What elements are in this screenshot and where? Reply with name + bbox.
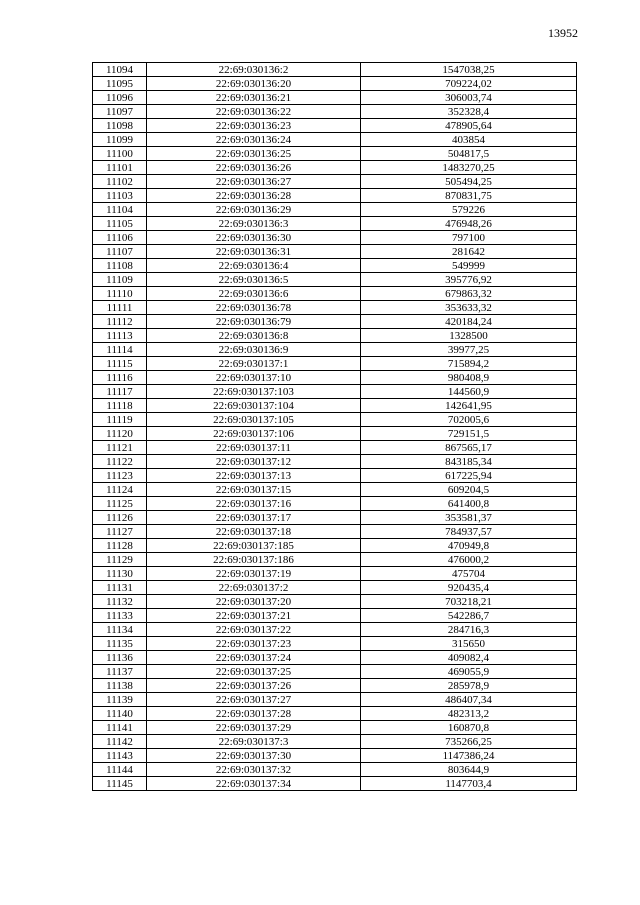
cadastral-number-cell: 22:69:030137:11 xyxy=(147,441,361,455)
row-number-cell: 11106 xyxy=(93,231,147,245)
cadastral-number-cell: 22:69:030136:8 xyxy=(147,329,361,343)
table-row xyxy=(93,567,577,581)
table-row xyxy=(93,735,577,749)
table-row xyxy=(93,595,577,609)
table-row xyxy=(93,259,577,273)
row-number-cell: 11121 xyxy=(93,441,147,455)
cadastral-number-cell: 22:69:030136:27 xyxy=(147,175,361,189)
cadastral-number-cell: 22:69:030137:23 xyxy=(147,637,361,651)
cadastral-number-cell: 22:69:030137:10 xyxy=(147,371,361,385)
table-row xyxy=(93,553,577,567)
table-row xyxy=(93,315,577,329)
cadastral-number-cell: 22:69:030136:20 xyxy=(147,77,361,91)
cadastral-number-cell: 22:69:030137:2 xyxy=(147,581,361,595)
cadastral-value-cell: 867565,17 xyxy=(361,441,577,455)
row-number-cell: 11128 xyxy=(93,539,147,553)
cadastral-value-cell: 281642 xyxy=(361,245,577,259)
table-row xyxy=(93,189,577,203)
table-row xyxy=(93,469,577,483)
cadastral-value-cell: 1547038,25 xyxy=(361,63,577,77)
cadastral-number-cell: 22:69:030137:104 xyxy=(147,399,361,413)
cadastral-number-cell: 22:69:030137:22 xyxy=(147,623,361,637)
row-number-cell: 11120 xyxy=(93,427,147,441)
row-number-cell: 11129 xyxy=(93,553,147,567)
cadastral-number-cell: 22:69:030136:31 xyxy=(147,245,361,259)
table-row xyxy=(93,399,577,413)
table-row xyxy=(93,245,577,259)
row-number-cell: 11137 xyxy=(93,665,147,679)
row-number-cell: 11127 xyxy=(93,525,147,539)
table-row xyxy=(93,203,577,217)
row-number-cell: 11102 xyxy=(93,175,147,189)
cadastral-number-cell: 22:69:030137:32 xyxy=(147,763,361,777)
cadastral-number-cell: 22:69:030136:5 xyxy=(147,273,361,287)
table-row xyxy=(93,763,577,777)
cadastral-number-cell: 22:69:030137:3 xyxy=(147,735,361,749)
cadastral-number-cell: 22:69:030136:29 xyxy=(147,203,361,217)
cadastral-number-cell: 22:69:030137:186 xyxy=(147,553,361,567)
cadastral-number-cell: 22:69:030137:13 xyxy=(147,469,361,483)
row-number-cell: 11109 xyxy=(93,273,147,287)
cadastral-value-cell: 475704 xyxy=(361,567,577,581)
table-row xyxy=(93,287,577,301)
cadastral-number-cell: 22:69:030137:17 xyxy=(147,511,361,525)
row-number-cell: 11108 xyxy=(93,259,147,273)
row-number-cell: 11118 xyxy=(93,399,147,413)
cadastral-number-cell: 22:69:030137:21 xyxy=(147,609,361,623)
cadastral-number-cell: 22:69:030136:28 xyxy=(147,189,361,203)
row-number-cell: 11100 xyxy=(93,147,147,161)
row-number-cell: 11110 xyxy=(93,287,147,301)
cadastral-value-cell: 870831,75 xyxy=(361,189,577,203)
cadastral-number-cell: 22:69:030136:79 xyxy=(147,315,361,329)
table-row xyxy=(93,651,577,665)
cadastral-value-cell: 735266,25 xyxy=(361,735,577,749)
cadastral-number-cell: 22:69:030137:27 xyxy=(147,693,361,707)
table-row xyxy=(93,357,577,371)
table-row xyxy=(93,455,577,469)
table-row xyxy=(93,119,577,133)
row-number-cell: 11126 xyxy=(93,511,147,525)
row-number-cell: 11142 xyxy=(93,735,147,749)
cadastral-value-cell: 352328,4 xyxy=(361,105,577,119)
row-number-cell: 11112 xyxy=(93,315,147,329)
table-row xyxy=(93,427,577,441)
cadastral-number-cell: 22:69:030137:25 xyxy=(147,665,361,679)
cadastral-value-cell: 306003,74 xyxy=(361,91,577,105)
cadastral-number-cell: 22:69:030137:24 xyxy=(147,651,361,665)
cadastral-number-cell: 22:69:030137:103 xyxy=(147,385,361,399)
cadastral-value-cell: 920435,4 xyxy=(361,581,577,595)
table-row xyxy=(93,497,577,511)
table-row xyxy=(93,175,577,189)
cadastral-number-cell: 22:69:030137:1 xyxy=(147,357,361,371)
row-number-cell: 11119 xyxy=(93,413,147,427)
cadastral-value-cell: 315650 xyxy=(361,637,577,651)
table-row xyxy=(93,525,577,539)
cadastral-value-cell: 353633,32 xyxy=(361,301,577,315)
row-number-cell: 11139 xyxy=(93,693,147,707)
row-number-cell: 11141 xyxy=(93,721,147,735)
cadastral-value-table xyxy=(92,62,577,791)
row-number-cell: 11097 xyxy=(93,105,147,119)
cadastral-value-cell: 843185,34 xyxy=(361,455,577,469)
cadastral-number-cell: 22:69:030137:18 xyxy=(147,525,361,539)
table-row xyxy=(93,105,577,119)
cadastral-value-cell: 285978,9 xyxy=(361,679,577,693)
table-row xyxy=(93,539,577,553)
cadastral-number-cell: 22:69:030137:29 xyxy=(147,721,361,735)
table-row xyxy=(93,441,577,455)
cadastral-value-cell: 784937,57 xyxy=(361,525,577,539)
table-row xyxy=(93,707,577,721)
row-number-cell: 11136 xyxy=(93,651,147,665)
cadastral-value-cell: 703218,21 xyxy=(361,595,577,609)
table-row xyxy=(93,413,577,427)
cadastral-value-cell: 549999 xyxy=(361,259,577,273)
cadastral-value-cell: 1147386,24 xyxy=(361,749,577,763)
cadastral-value-cell: 1328500 xyxy=(361,329,577,343)
row-number-cell: 11143 xyxy=(93,749,147,763)
row-number-cell: 11145 xyxy=(93,777,147,791)
row-number-cell: 11131 xyxy=(93,581,147,595)
cadastral-number-cell: 22:69:030137:105 xyxy=(147,413,361,427)
row-number-cell: 11115 xyxy=(93,357,147,371)
cadastral-number-cell: 22:69:030136:4 xyxy=(147,259,361,273)
row-number-cell: 11105 xyxy=(93,217,147,231)
table-row xyxy=(93,329,577,343)
table-row xyxy=(93,301,577,315)
cadastral-value-cell: 609204,5 xyxy=(361,483,577,497)
cadastral-number-cell: 22:69:030137:34 xyxy=(147,777,361,791)
table-row xyxy=(93,217,577,231)
cadastral-number-cell: 22:69:030137:16 xyxy=(147,497,361,511)
cadastral-value-cell: 353581,37 xyxy=(361,511,577,525)
cadastral-value-cell: 797100 xyxy=(361,231,577,245)
cadastral-number-cell: 22:69:030136:30 xyxy=(147,231,361,245)
row-number-cell: 11101 xyxy=(93,161,147,175)
table-row xyxy=(93,231,577,245)
cadastral-number-cell: 22:69:030137:28 xyxy=(147,707,361,721)
row-number-cell: 11099 xyxy=(93,133,147,147)
table-row xyxy=(93,609,577,623)
cadastral-value-cell: 420184,24 xyxy=(361,315,577,329)
row-number-cell: 11098 xyxy=(93,119,147,133)
table-row xyxy=(93,637,577,651)
cadastral-value-cell: 142641,95 xyxy=(361,399,577,413)
table-row xyxy=(93,133,577,147)
row-number-cell: 11095 xyxy=(93,77,147,91)
table-row xyxy=(93,623,577,637)
table-row xyxy=(93,343,577,357)
cadastral-value-cell: 395776,92 xyxy=(361,273,577,287)
cadastral-value-cell: 679863,32 xyxy=(361,287,577,301)
cadastral-value-cell: 504817,5 xyxy=(361,147,577,161)
row-number-cell: 11114 xyxy=(93,343,147,357)
cadastral-number-cell: 22:69:030136:22 xyxy=(147,105,361,119)
cadastral-value-cell: 1147703,4 xyxy=(361,777,577,791)
cadastral-value-cell: 144560,9 xyxy=(361,385,577,399)
row-number-cell: 11096 xyxy=(93,91,147,105)
cadastral-value-cell: 476000,2 xyxy=(361,553,577,567)
table-row xyxy=(93,371,577,385)
cadastral-value-cell: 39977,25 xyxy=(361,343,577,357)
row-number-cell: 11134 xyxy=(93,623,147,637)
cadastral-number-cell: 22:69:030137:19 xyxy=(147,567,361,581)
cadastral-value-cell: 715894,2 xyxy=(361,357,577,371)
cadastral-value-cell: 409082,4 xyxy=(361,651,577,665)
cadastral-number-cell: 22:69:030136:21 xyxy=(147,91,361,105)
cadastral-value-cell: 729151,5 xyxy=(361,427,577,441)
cadastral-number-cell: 22:69:030136:25 xyxy=(147,147,361,161)
row-number-cell: 11117 xyxy=(93,385,147,399)
cadastral-number-cell: 22:69:030136:23 xyxy=(147,119,361,133)
cadastral-value-cell: 403854 xyxy=(361,133,577,147)
cadastral-number-cell: 22:69:030137:106 xyxy=(147,427,361,441)
table-row xyxy=(93,749,577,763)
table-row xyxy=(93,721,577,735)
cadastral-number-cell: 22:69:030137:12 xyxy=(147,455,361,469)
cadastral-value-cell: 284716,3 xyxy=(361,623,577,637)
cadastral-value-cell: 641400,8 xyxy=(361,497,577,511)
row-number-cell: 11116 xyxy=(93,371,147,385)
row-number-cell: 11122 xyxy=(93,455,147,469)
page-number: 13952 xyxy=(548,26,578,40)
cadastral-value-cell: 980408,9 xyxy=(361,371,577,385)
cadastral-value-cell: 617225,94 xyxy=(361,469,577,483)
row-number-cell: 11111 xyxy=(93,301,147,315)
row-number-cell: 11133 xyxy=(93,609,147,623)
table-row xyxy=(93,777,577,791)
cadastral-number-cell: 22:69:030136:78 xyxy=(147,301,361,315)
row-number-cell: 11140 xyxy=(93,707,147,721)
cadastral-value-cell: 702005,6 xyxy=(361,413,577,427)
cadastral-number-cell: 22:69:030137:20 xyxy=(147,595,361,609)
cadastral-value-cell: 486407,34 xyxy=(361,693,577,707)
cadastral-number-cell: 22:69:030136:9 xyxy=(147,343,361,357)
row-number-cell: 11124 xyxy=(93,483,147,497)
cadastral-value-cell: 803644,9 xyxy=(361,763,577,777)
cadastral-value-cell: 469055,9 xyxy=(361,665,577,679)
table-row xyxy=(93,63,577,77)
cadastral-number-cell: 22:69:030136:24 xyxy=(147,133,361,147)
table-row xyxy=(93,693,577,707)
cadastral-number-cell: 22:69:030136:3 xyxy=(147,217,361,231)
cadastral-value-cell: 470949,8 xyxy=(361,539,577,553)
table-row xyxy=(93,385,577,399)
cadastral-number-cell: 22:69:030137:26 xyxy=(147,679,361,693)
table-row xyxy=(93,273,577,287)
cadastral-value-cell: 579226 xyxy=(361,203,577,217)
cadastral-number-cell: 22:69:030137:15 xyxy=(147,483,361,497)
row-number-cell: 11103 xyxy=(93,189,147,203)
cadastral-value-cell: 482313,2 xyxy=(361,707,577,721)
table-row xyxy=(93,581,577,595)
cadastral-value-cell: 476948,26 xyxy=(361,217,577,231)
cadastral-value-cell: 709224,02 xyxy=(361,77,577,91)
table-row xyxy=(93,77,577,91)
row-number-cell: 11144 xyxy=(93,763,147,777)
row-number-cell: 11130 xyxy=(93,567,147,581)
table-row xyxy=(93,161,577,175)
cadastral-number-cell: 22:69:030136:26 xyxy=(147,161,361,175)
table-row xyxy=(93,679,577,693)
cadastral-value-cell: 160870,8 xyxy=(361,721,577,735)
table-row xyxy=(93,483,577,497)
cadastral-number-cell: 22:69:030137:185 xyxy=(147,539,361,553)
table-row xyxy=(93,91,577,105)
row-number-cell: 11138 xyxy=(93,679,147,693)
row-number-cell: 11123 xyxy=(93,469,147,483)
table-row xyxy=(93,511,577,525)
cadastral-value-cell: 505494,25 xyxy=(361,175,577,189)
row-number-cell: 11094 xyxy=(93,63,147,77)
cadastral-number-cell: 22:69:030137:30 xyxy=(147,749,361,763)
table-row xyxy=(93,665,577,679)
cadastral-number-cell: 22:69:030136:6 xyxy=(147,287,361,301)
row-number-cell: 11135 xyxy=(93,637,147,651)
row-number-cell: 11113 xyxy=(93,329,147,343)
table-body xyxy=(93,63,577,791)
cadastral-value-cell: 1483270,25 xyxy=(361,161,577,175)
table-row xyxy=(93,147,577,161)
cadastral-value-cell: 542286,7 xyxy=(361,609,577,623)
cadastral-value-cell: 478905,64 xyxy=(361,119,577,133)
row-number-cell: 11132 xyxy=(93,595,147,609)
cadastral-number-cell: 22:69:030136:2 xyxy=(147,63,361,77)
row-number-cell: 11125 xyxy=(93,497,147,511)
row-number-cell: 11107 xyxy=(93,245,147,259)
row-number-cell: 11104 xyxy=(93,203,147,217)
